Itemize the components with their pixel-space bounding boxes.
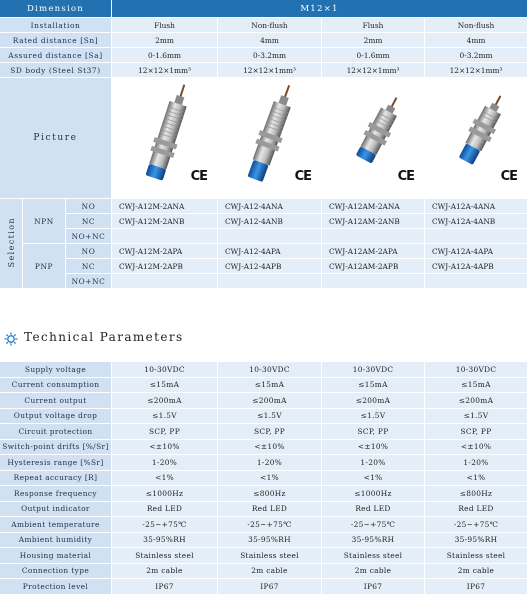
tech-value-cell: 2m cable: [425, 564, 528, 580]
tech-value-cell: <1%: [112, 471, 218, 487]
model-cell: [322, 274, 425, 289]
model-cell: CWJ-A12-4ANA: [218, 199, 322, 214]
rated-distance-cell: 2mm: [112, 33, 218, 48]
model-cell: CWJ-A12A-4APA: [425, 244, 528, 259]
tech-value-cell: SCP, PP: [112, 424, 218, 440]
tech-value-cell: IP67: [112, 579, 218, 595]
tech-value-cell: ≤1.5V: [425, 409, 528, 425]
tech-value-cell: <±10%: [218, 440, 322, 456]
tech-value-cell: ≤200mA: [425, 393, 528, 409]
model-cell: CWJ-A12A-4ANA: [425, 199, 528, 214]
tech-value-cell: 10-30VDC: [322, 362, 425, 378]
tech-value-cell: -25~+75℃: [322, 517, 425, 533]
gear-icon: [3, 331, 19, 351]
tech-value-cell: 1-20%: [112, 455, 218, 471]
npn-label: NPN: [23, 199, 66, 244]
model-cell: CWJ-A12A-4APB: [425, 259, 528, 274]
tech-row: [0, 471, 528, 487]
tech-row-label: Hysteresis range [%Sr]: [0, 455, 112, 471]
row-label-picture: Picture: [0, 78, 112, 199]
tech-row: [0, 440, 528, 456]
tech-value-cell: ≤1.5V: [322, 409, 425, 425]
dimension-value-header: M12×1: [112, 0, 528, 18]
ce-mark-icon: CE: [397, 169, 414, 184]
tech-row: [0, 486, 528, 502]
tech-value-cell: Stainless steel: [322, 548, 425, 564]
tech-value-cell: 10-30VDC: [218, 362, 322, 378]
selection-group-label: [0, 199, 23, 289]
tech-row: [0, 564, 528, 580]
tech-row-label: Response frequency: [0, 486, 112, 502]
tech-value-cell: Red LED: [112, 502, 218, 518]
tech-row-label: Repeat accuracy [R]: [0, 471, 112, 487]
tech-value-cell: ≤15mA: [112, 378, 218, 394]
dimension-header: Dimension: [0, 0, 112, 18]
tech-value-cell: 1-20%: [425, 455, 528, 471]
rated-distance-cell: 4mm: [425, 33, 528, 48]
tech-value-cell: 10-30VDC: [112, 362, 218, 378]
model-cell: CWJ-A12M-2ANB: [112, 214, 218, 229]
model-cell: CWJ-A12A-4ANB: [425, 214, 528, 229]
row-label-sd-body: SD body (Steel St37): [0, 63, 112, 78]
tech-value-cell: -25~+75℃: [218, 517, 322, 533]
tech-value-cell: 1-20%: [218, 455, 322, 471]
npn-no-label: NO: [66, 199, 112, 214]
tech-value-cell: Red LED: [425, 502, 528, 518]
row-label-rated-distance: Rated distance [Sn]: [0, 33, 112, 48]
ce-mark-icon: CE: [500, 169, 518, 184]
tech-value-cell: <1%: [425, 471, 528, 487]
tech-value-cell: Red LED: [322, 502, 425, 518]
tech-value-cell: 10-30VDC: [425, 362, 528, 378]
tech-row: [0, 393, 528, 409]
pnp-nonc-label: NO+NC: [66, 274, 112, 289]
tech-row-label: Connection type: [0, 564, 112, 580]
model-cell: CWJ-A12-4APA: [218, 244, 322, 259]
sensor-picture-cell: [425, 78, 528, 199]
tech-row: [0, 455, 528, 471]
model-cell: CWJ-A12AM-2APA: [322, 244, 425, 259]
technical-parameters-title: Technical Parameters: [24, 330, 184, 344]
rated-distance-cell: 4mm: [218, 33, 322, 48]
model-cell: [425, 274, 528, 289]
tech-value-cell: 2m cable: [218, 564, 322, 580]
tech-row: [0, 378, 528, 394]
tech-value-cell: ≤15mA: [322, 378, 425, 394]
tech-row-label: Output voltage drop: [0, 409, 112, 425]
sd-body-cell: 12×12×1mm³: [322, 63, 425, 78]
tech-value-cell: ≤800Hz: [425, 486, 528, 502]
tech-value-cell: <1%: [218, 471, 322, 487]
npn-nonc-label: NO+NC: [66, 229, 112, 244]
tech-value-cell: SCP, PP: [425, 424, 528, 440]
tech-row: [0, 502, 528, 518]
model-cell: [425, 229, 528, 244]
sd-body-cell: 12×12×1mm³: [425, 63, 528, 78]
tech-row-label: Ambient humidity: [0, 533, 112, 549]
assured-distance-cell: 0-3.2mm: [425, 48, 528, 63]
sensor-picture-cell: [322, 78, 425, 199]
tech-value-cell: 35-95%RH: [322, 533, 425, 549]
tech-value-cell: ≤200mA: [322, 393, 425, 409]
tech-value-cell: <±10%: [322, 440, 425, 456]
selection-table: [0, 0, 528, 289]
sensor-picture-cell: [112, 78, 218, 199]
npn-nc-label: NC: [66, 214, 112, 229]
tech-value-cell: ≤1.5V: [218, 409, 322, 425]
tech-value-cell: IP67: [218, 579, 322, 595]
model-cell: CWJ-A12M-2ANA: [112, 199, 218, 214]
pnp-no-label: NO: [66, 244, 112, 259]
tech-value-cell: 1-20%: [322, 455, 425, 471]
tech-row: [0, 533, 528, 549]
model-cell: [112, 229, 218, 244]
installation-cell: Flush: [322, 18, 425, 33]
installation-cell: Non-flush: [425, 18, 528, 33]
tech-value-cell: 2m cable: [322, 564, 425, 580]
tech-value-cell: ≤200mA: [218, 393, 322, 409]
tech-value-cell: ≤1.5V: [112, 409, 218, 425]
tech-value-cell: -25~+75℃: [112, 517, 218, 533]
tech-value-cell: Stainless steel: [425, 548, 528, 564]
tech-value-cell: Stainless steel: [112, 548, 218, 564]
tech-value-cell: SCP, PP: [322, 424, 425, 440]
tech-value-cell: ≤1000Hz: [112, 486, 218, 502]
installation-cell: Non-flush: [218, 18, 322, 33]
assured-distance-cell: 0-1.6mm: [112, 48, 218, 63]
tech-row-label: Switch-point drifts [%/Sr]: [0, 440, 112, 456]
sd-body-cell: 12×12×1mm³: [218, 63, 322, 78]
tech-value-cell: Red LED: [218, 502, 322, 518]
tech-row-label: Ambient temperature: [0, 517, 112, 533]
tech-row-label: Supply voltage: [0, 362, 112, 378]
tech-row: [0, 424, 528, 440]
selection-label: Selection: [6, 217, 16, 268]
tech-row-label: Current consumption: [0, 378, 112, 394]
tech-value-cell: <±10%: [112, 440, 218, 456]
tech-value-cell: ≤15mA: [425, 378, 528, 394]
technical-parameters-table: [0, 362, 528, 595]
tech-value-cell: IP67: [322, 579, 425, 595]
row-label-assured-distance: Assured distance [Sa]: [0, 48, 112, 63]
tech-row-label: Housing material: [0, 548, 112, 564]
tech-row-label: Protection level: [0, 579, 112, 595]
tech-value-cell: ≤1000Hz: [322, 486, 425, 502]
tech-value-cell: 35-95%RH: [425, 533, 528, 549]
sensor-picture-cell: [218, 78, 322, 199]
tech-value-cell: 35-95%RH: [218, 533, 322, 549]
tech-value-cell: ≤15mA: [218, 378, 322, 394]
ce-mark-icon: CE: [294, 169, 311, 184]
model-cell: CWJ-A12M-2APB: [112, 259, 218, 274]
tech-row-label: Output indicator: [0, 502, 112, 518]
model-cell: [218, 274, 322, 289]
model-cell: [218, 229, 322, 244]
ce-mark-icon: CE: [190, 169, 207, 184]
tech-row: [0, 409, 528, 425]
installation-cell: Flush: [112, 18, 218, 33]
tech-value-cell: <1%: [322, 471, 425, 487]
assured-distance-cell: 0-3.2mm: [218, 48, 322, 63]
tech-row: [0, 362, 528, 378]
model-cell: [112, 274, 218, 289]
technical-parameters-heading: [0, 328, 528, 350]
tech-value-cell: <±10%: [425, 440, 528, 456]
model-cell: CWJ-A12-4APB: [218, 259, 322, 274]
pnp-label: PNP: [23, 244, 66, 289]
model-cell: CWJ-A12AM-2ANB: [322, 214, 425, 229]
model-cell: CWJ-A12AM-2APB: [322, 259, 425, 274]
model-cell: CWJ-A12-4ANB: [218, 214, 322, 229]
tech-value-cell: -25~+75℃: [425, 517, 528, 533]
tech-row: [0, 548, 528, 564]
model-cell: [322, 229, 425, 244]
tech-value-cell: IP67: [425, 579, 528, 595]
rated-distance-cell: 2mm: [322, 33, 425, 48]
tech-row: [0, 579, 528, 595]
tech-value-cell: 35-95%RH: [112, 533, 218, 549]
tech-value-cell: Stainless steel: [218, 548, 322, 564]
tech-row: [0, 517, 528, 533]
row-label-installation: Installation: [0, 18, 112, 33]
tech-row-label: Circuit protection: [0, 424, 112, 440]
pnp-nc-label: NC: [66, 259, 112, 274]
tech-value-cell: ≤800Hz: [218, 486, 322, 502]
sd-body-cell: 12×12×1mm³: [112, 63, 218, 78]
assured-distance-cell: 0-1.6mm: [322, 48, 425, 63]
tech-row-label: Current output: [0, 393, 112, 409]
tech-value-cell: 2m cable: [112, 564, 218, 580]
model-cell: CWJ-A12AM-2ANA: [322, 199, 425, 214]
tech-value-cell: SCP, PP: [218, 424, 322, 440]
model-cell: CWJ-A12M-2APA: [112, 244, 218, 259]
tech-value-cell: ≤200mA: [112, 393, 218, 409]
